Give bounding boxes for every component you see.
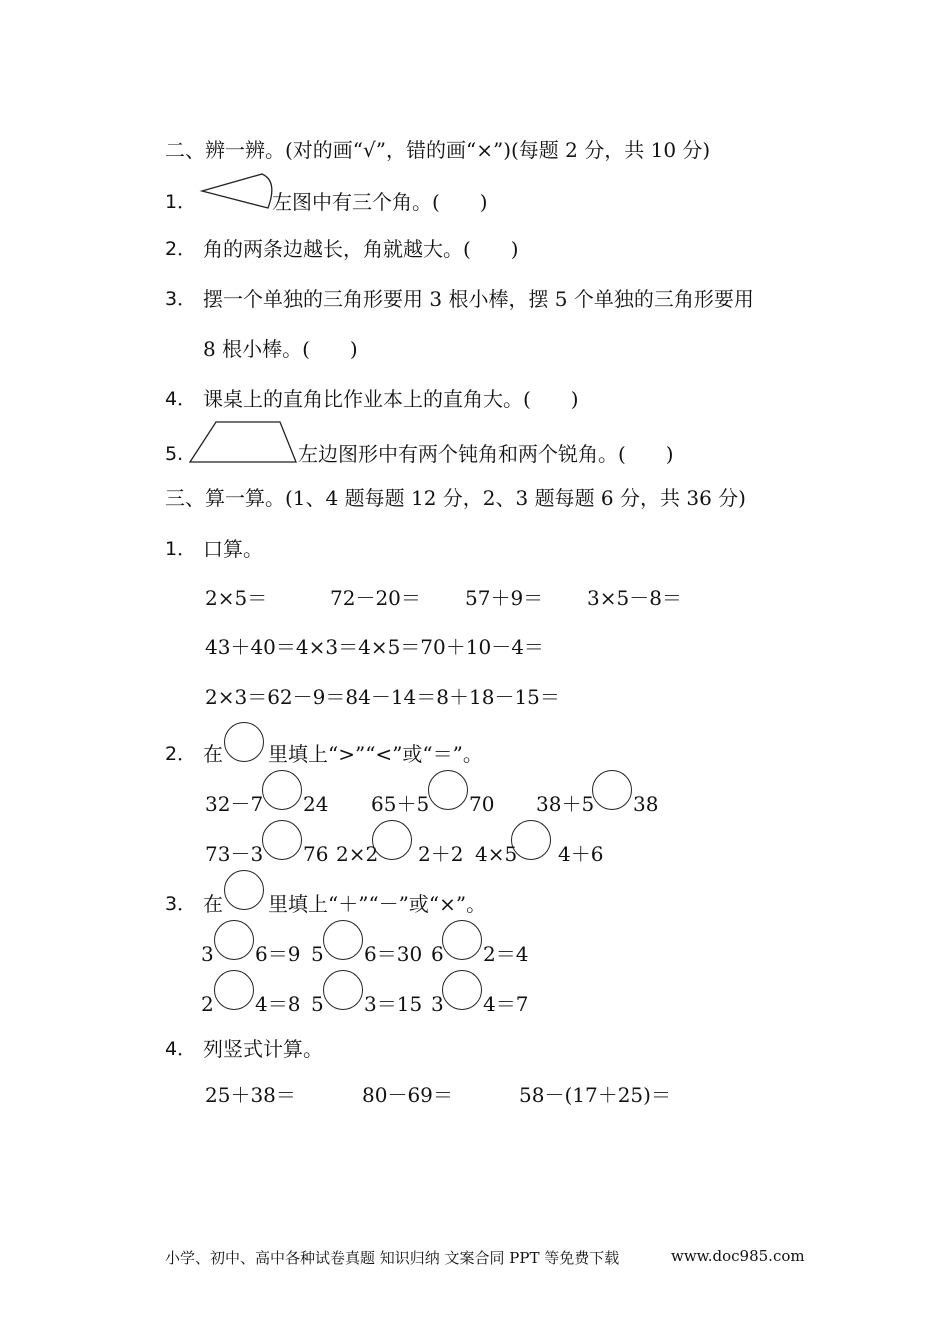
question-4-number: 4．: [165, 388, 197, 410]
answer-circle-icon: [224, 722, 264, 762]
compare-left: 2×2: [336, 842, 379, 866]
operator-left: 5: [311, 992, 324, 1016]
mental-math-item: 2×5＝: [205, 586, 268, 610]
operator-answer-circle[interactable]: [323, 970, 363, 1010]
compare-right: 24: [303, 792, 329, 816]
compare-right: 38: [633, 792, 659, 816]
problem-4-number: 4．: [165, 1038, 197, 1060]
compare-answer-circle[interactable]: [428, 770, 468, 810]
operator-right: 4＝8: [255, 992, 301, 1016]
problem-1-title: 口算。: [203, 537, 263, 561]
operator-answer-circle[interactable]: [442, 920, 482, 960]
compare-answer-circle[interactable]: [511, 820, 551, 860]
question-5-text: 左边图形中有两个钝角和两个锐角。( ): [298, 442, 674, 466]
operator-right: 3＝15: [364, 992, 423, 1016]
compare-answer-circle[interactable]: [592, 770, 632, 810]
compare-answer-circle[interactable]: [262, 770, 302, 810]
question-3-text-line1: 摆一个单独的三角形要用 3 根小棒，摆 5 个单独的三角形要用: [203, 287, 754, 311]
operator-right: 4＝7: [483, 992, 529, 1016]
question-5-number: 5.: [165, 443, 184, 465]
answer-circle-icon: [224, 870, 264, 910]
mental-math-row-3: 2×3＝62－9＝84－14＝8＋18－15＝: [205, 685, 560, 709]
problem-3-number: 3．: [165, 893, 197, 915]
problem-3-instruction: 里填上“＋”“－”或“×”。: [268, 892, 487, 916]
problem-1-number: 1．: [165, 538, 197, 560]
problem-3-pre: 在: [203, 892, 223, 916]
operator-answer-circle[interactable]: [323, 920, 363, 960]
question-1-number: 1．: [165, 191, 197, 213]
question-2-number: 2．: [165, 238, 197, 260]
problem-2-instruction: 里填上“>”“<”或“＝”。: [268, 742, 483, 766]
operator-left: 6: [431, 942, 444, 966]
operator-right: 6＝9: [255, 942, 301, 966]
question-3-number: 3．: [165, 288, 197, 310]
problem-4-title: 列竖式计算。: [203, 1037, 323, 1061]
compare-left: 65＋5: [371, 792, 430, 816]
operator-left: 3: [431, 992, 444, 1016]
operator-left: 2: [201, 992, 214, 1016]
section-2-heading: 二、辨一辨。(对的画“√”，错的画“×”)(每题 2 分，共 10 分): [165, 138, 711, 162]
mental-math-item: 57＋9＝: [465, 586, 544, 610]
operator-left: 5: [311, 942, 324, 966]
compare-right: 4＋6: [558, 842, 604, 866]
problem-2-pre: 在: [203, 742, 223, 766]
fan-shape-figure: [200, 172, 276, 212]
footer-url-link[interactable]: www.doc985.com: [671, 1247, 805, 1265]
mental-math-item: 72－20＝: [330, 586, 421, 610]
compare-answer-circle[interactable]: [262, 820, 302, 860]
operator-answer-circle[interactable]: [214, 970, 254, 1010]
operator-answer-circle[interactable]: [214, 920, 254, 960]
mental-math-row-2: 43＋40＝4×3＝4×5＝70＋10－4＝: [205, 635, 544, 659]
trapezoid-figure: [188, 420, 298, 464]
operator-left: 3: [201, 942, 214, 966]
compare-left: 38＋5: [536, 792, 595, 816]
vertical-calc-item: 80－69＝: [362, 1083, 453, 1107]
operator-right: 6＝30: [364, 942, 423, 966]
question-2-text: 角的两条边越长，角就越大。( ): [203, 237, 519, 261]
question-3-text-line2: 8 根小棒。( ): [203, 337, 358, 361]
operator-answer-circle[interactable]: [442, 970, 482, 1010]
compare-left: 32－7: [205, 792, 264, 816]
section-3-heading: 三、算一算。(1、4 题每题 12 分，2、3 题每题 6 分，共 36 分): [165, 486, 746, 510]
compare-left: 4×5: [475, 842, 518, 866]
compare-answer-circle[interactable]: [372, 820, 412, 860]
compare-right: 2＋2: [418, 842, 464, 866]
compare-right: 70: [469, 792, 495, 816]
operator-right: 2＝4: [483, 942, 529, 966]
compare-right: 76: [303, 842, 329, 866]
mental-math-item: 3×5－8＝: [587, 586, 682, 610]
question-1-text: 左图中有三个角。( ): [272, 190, 488, 214]
vertical-calc-item: 25＋38＝: [205, 1083, 296, 1107]
question-4-text: 课桌上的直角比作业本上的直角大。( ): [203, 387, 579, 411]
vertical-calc-item: 58－(17＋25)＝: [519, 1083, 671, 1107]
problem-2-number: 2．: [165, 743, 197, 765]
footer-promo-text: 小学、初中、高中各种试卷真题 知识归纳 文案合同 PPT 等免费下载: [165, 1249, 620, 1267]
compare-left: 73－3: [205, 842, 264, 866]
